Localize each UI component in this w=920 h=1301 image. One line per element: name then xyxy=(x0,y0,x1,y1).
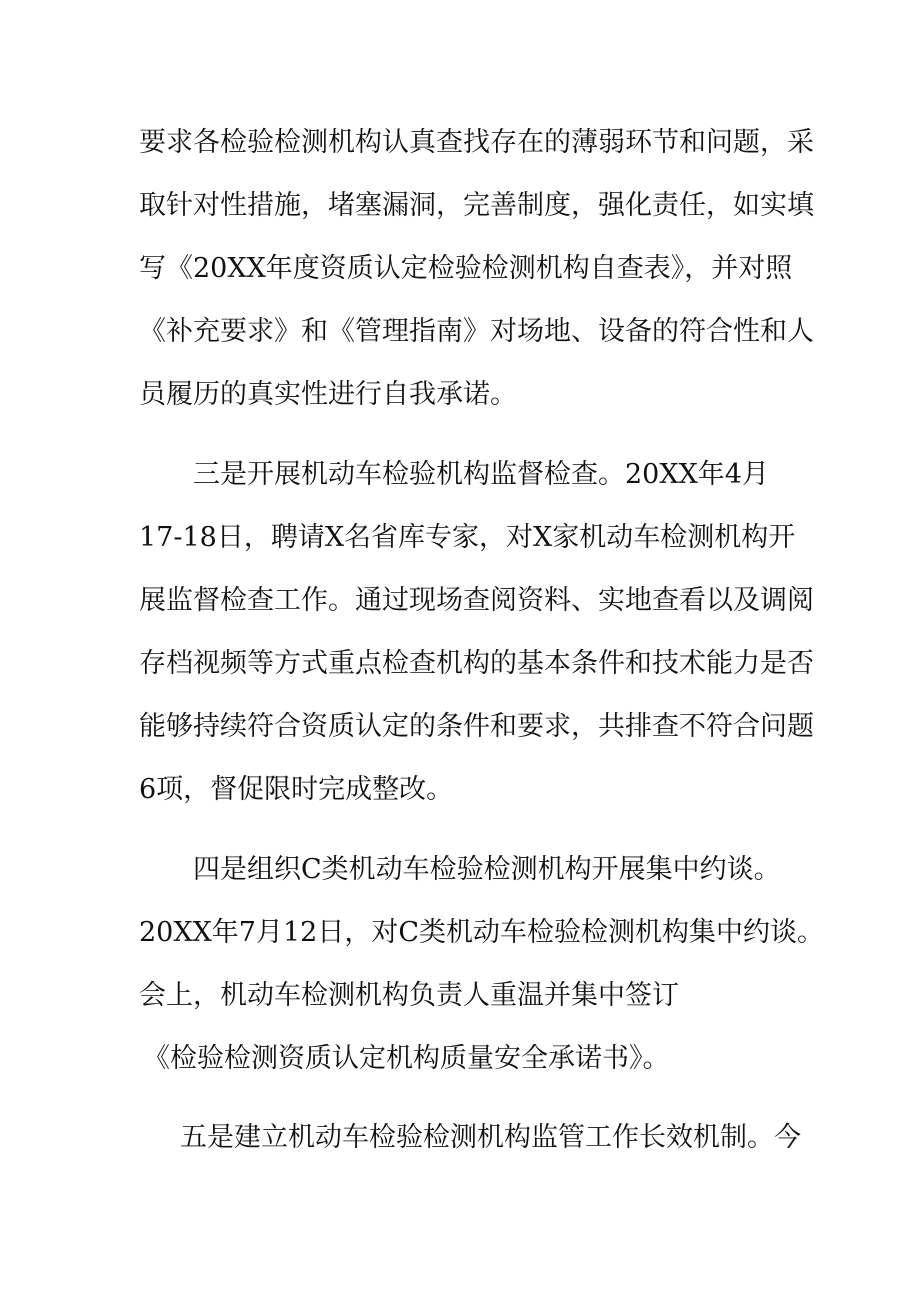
text-line: 存档视频等方式重点检查机构的基本条件和技术能力是否 xyxy=(139,648,814,679)
paragraph-start-line: 四是组织C类机动车检验检测机构开展集中约谈。 xyxy=(193,854,781,885)
text-line: 《补充要求》和《管理指南》对场地、设备的符合性和人 xyxy=(139,316,814,347)
paragraph-start-line: 五是建立机动车检验检测机构监管工作长效机制。今 xyxy=(180,1122,801,1153)
text-line: 《检验检测资质认定机构质量安全承诺书》。 xyxy=(143,1043,670,1074)
text-line: 6项，督促限时完成整改。 xyxy=(139,774,454,805)
text-line: 写《20XX年度资质认定检验检测机构自查表》，并对照 xyxy=(139,253,793,284)
text-line: 能够持续符合资质认定的条件和要求，共排查不符合问题 xyxy=(139,711,814,742)
text-line: 要求各检验检测机构认真查找存在的薄弱环节和问题，采 xyxy=(139,127,814,158)
text-line: 员履历的真实性进行自我承诺。 xyxy=(139,379,517,410)
text-line: 20XX年7月12日，对C类机动车检验检测机构集中约谈。 xyxy=(139,917,824,948)
text-line: 会上，机动车检测机构负责人重温并集中签订 xyxy=(139,980,679,1011)
paragraph-start-line: 三是开展机动车检验机构监督检查。20XX年4月 xyxy=(193,459,769,490)
text-line: 取针对性措施，堵塞漏洞，完善制度，强化责任，如实填 xyxy=(139,190,814,221)
text-line: 17-18日，聘请X名省库专家，对X家机动车检测机构开 xyxy=(139,522,796,553)
text-line: 展监督检查工作。通过现场查阅资料、实地查看以及调阅 xyxy=(139,585,814,616)
